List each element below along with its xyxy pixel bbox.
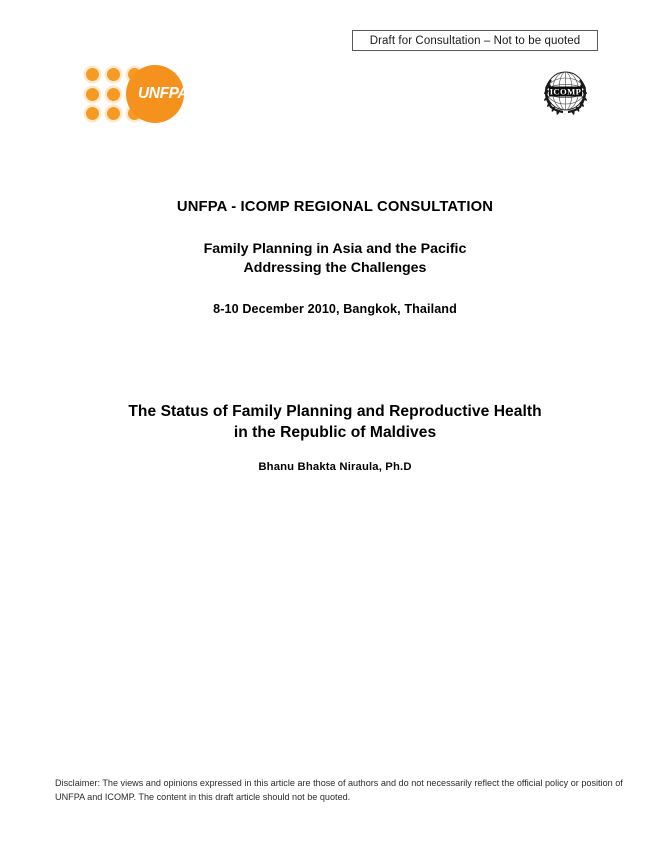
unfpa-dot [107, 107, 120, 120]
conference-heading-block [0, 198, 670, 316]
unfpa-wordmark: UNFPA [138, 85, 189, 102]
paper-title-line-2: in the Republic of Maldives [233, 424, 437, 441]
disclaimer-text: Disclaimer: The views and opinions expressed in this article are those of authors and do not necessarily reflect the official policy or position of UNFPA and ICOMP. The content in this draft article should not be quoted. [55, 778, 623, 802]
unfpa-dot [107, 68, 120, 81]
svg-text:ICOMP: ICOMP [549, 86, 582, 97]
icomp-logo [538, 66, 593, 122]
unfpa-dot [86, 107, 99, 120]
paper-title-block [0, 401, 670, 473]
draft-stamp-box [352, 30, 598, 51]
unfpa-dot [86, 88, 99, 101]
unfpa-dot [107, 88, 120, 101]
paper-title [0, 401, 670, 443]
conference-date-location: 8-10 December 2010, Bangkok, Thailand [213, 302, 457, 316]
paper-author: Bhanu Bhakta Niraula, Ph.D [258, 461, 412, 473]
conference-title: UNFPA - ICOMP REGIONAL CONSULTATION [176, 199, 494, 215]
unfpa-logo [86, 65, 189, 123]
conference-subtitle-line-1: Family Planning in Asia and the Pacific [203, 241, 467, 257]
conference-subtitle [0, 240, 670, 278]
conference-subtitle-line-2: Addressing the Challenges [243, 260, 427, 276]
unfpa-dot [86, 68, 99, 81]
paper-title-line-1: The Status of Family Planning and Reproductive Health [128, 403, 542, 420]
draft-stamp-text: Draft for Consultation – Not to be quoted [369, 34, 581, 47]
